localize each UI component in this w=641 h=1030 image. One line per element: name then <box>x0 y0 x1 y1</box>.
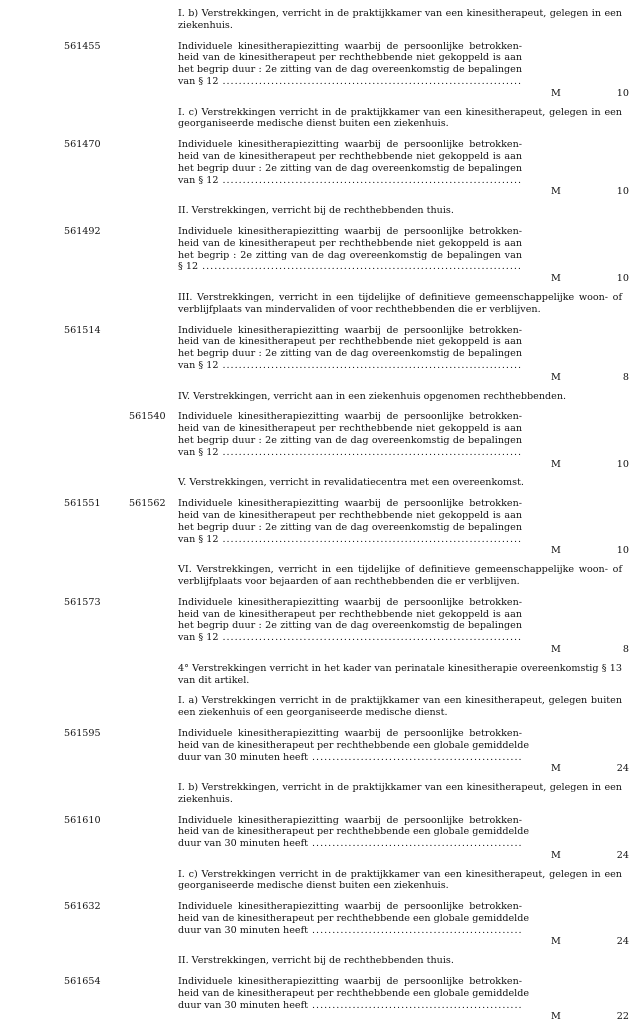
tariff-entry <box>0 597 641 656</box>
description-last-line <box>178 261 522 273</box>
key-letter: M <box>551 545 561 557</box>
coefficient: 22 <box>616 1011 629 1023</box>
leader-dots <box>222 76 522 88</box>
description-line: duur van 30 minuten heeft <box>178 751 308 763</box>
description-line: Individuele kinesitherapiezitting waarbij de persoonlijke betrokken- <box>178 727 522 739</box>
description-last-line <box>178 360 522 372</box>
nomenclature-code: 561595 <box>64 727 101 739</box>
leader-dots <box>222 534 522 546</box>
section-heading: I. a) Verstrekkingen verricht in de praktijkkamer van een kinesitherapeut, gelegen buiten een ziekenhuis of een georganiseerde medische dienst. <box>178 695 622 719</box>
description-line: heid van de kinesitherapeut per rechthebbende een globale gemiddelde <box>178 739 530 751</box>
description-line: het begrip duur : 2e zitting van de dag overeenkomstig de bepalingen <box>178 434 522 446</box>
section-heading: 4° Verstrekkingen verricht in het kader van perinatale kinesitherapie overeenkomstig § 13 van dit artikel. <box>178 662 622 686</box>
description-last-line <box>178 925 522 937</box>
nomenclature-code: 561610 <box>64 814 101 826</box>
section-heading: V. Verstrekkingen, verricht in revalidatiecentra met een overeenkomst. <box>178 477 524 489</box>
entry-description <box>178 139 522 186</box>
coefficient: 10 <box>616 87 629 99</box>
coefficient: 8 <box>622 371 629 383</box>
document-body <box>0 8 641 1030</box>
leader-dots <box>312 1000 522 1012</box>
tariff-entry <box>0 139 641 198</box>
description-line: heid van de kinesitherapeut per rechthebbende niet gekoppeld is aan <box>178 608 522 620</box>
section-heading: I. c) Verstrekkingen verricht in de praktijkkamer van een kinesitherapeut, gelegen in een georganiseerde medische dienst buiten een ziekenhuis. <box>178 106 622 130</box>
leader-dots <box>202 261 522 273</box>
description-line: Individuele kinesitherapiezitting waarbij de persoonlijke betrokken- <box>178 411 522 423</box>
coefficient: 10 <box>616 273 629 285</box>
description-line: het begrip duur : 2e zitting van de dag overeenkomstig de bepalingen <box>178 521 522 533</box>
section-heading: IV. Verstrekkingen, verricht aan in een ziekenhuis opgenomen rechthebbenden. <box>178 390 567 402</box>
description-line: heid van de kinesitherapeut per rechthebbende niet gekoppeld is aan <box>178 150 522 162</box>
key-letter: M <box>551 849 561 861</box>
description-line: heid van de kinesitherapeut per rechthebbende niet gekoppeld is aan <box>178 336 522 348</box>
description-last-line <box>178 838 522 850</box>
section-heading: II. Verstrekkingen, verricht bij de rechthebbenden thuis. <box>178 205 454 217</box>
description-last-line <box>178 534 522 546</box>
section-heading: I. c) Verstrekkingen verricht in de praktijkkamer van een kinesitherapeut, gelegen in een georganiseerde medische dienst buiten een ziekenhuis. <box>178 868 622 892</box>
description-line: van § 12 <box>178 174 219 186</box>
entry-description <box>178 814 530 850</box>
description-line: duur van 30 minuten heeft <box>178 999 308 1011</box>
section-heading: I. b) Verstrekkingen, verricht in de praktijkkamer van een kinesitherapeut, gelegen in een ziekenhuis. <box>178 781 622 805</box>
nomenclature-code: 561455 <box>64 40 101 52</box>
description-line: Individuele kinesitherapiezitting waarbij de persoonlijke betrokken- <box>178 901 522 913</box>
coefficient: 8 <box>622 643 629 655</box>
section-heading: III. Verstrekkingen, verricht in een tijdelijke of definitieve gemeenschappelijke woon- of verblijfplaats van mindervaliden of voor rechthebbenden die er verblijven. <box>178 291 622 315</box>
description-line: heid van de kinesitherapeut per rechthebbende niet gekoppeld is aan <box>178 423 522 435</box>
description-line: Individuele kinesitherapiezitting waarbij de persoonlijke betrokken- <box>178 975 522 987</box>
coefficient: 24 <box>616 763 629 775</box>
nomenclature-code: 561470 <box>64 139 101 151</box>
key-letter: M <box>551 273 561 285</box>
description-line: duur van 30 minuten heeft <box>178 838 308 850</box>
key-letter: M <box>551 763 561 775</box>
key-letter: M <box>551 186 561 198</box>
section-heading: VI. Verstrekkingen, verricht in een tijdelijke of definitieve gemeenschappelijke woon- of verblijfplaats voor bejaarden of aan rechthebbenden die er verblijven. <box>178 564 622 587</box>
description-line: Individuele kinesitherapiezitting waarbij de persoonlijke betrokken- <box>178 225 522 237</box>
description-line: heid van de kinesitherapeut per rechthebbende een globale gemiddelde <box>178 987 530 999</box>
leader-dots <box>222 447 522 459</box>
description-last-line <box>178 1000 522 1012</box>
nomenclature-code-secondary: 561562 <box>129 498 166 510</box>
description-last-line <box>178 632 522 644</box>
description-line: van § 12 <box>178 359 219 371</box>
entry-description <box>178 901 530 936</box>
tariff-entry <box>0 41 641 100</box>
entry-description <box>178 597 522 644</box>
key-letter: M <box>551 458 561 470</box>
tariff-entry <box>0 325 641 384</box>
description-line: heid van de kinesitherapeut per rechthebbende een globale gemiddelde <box>178 826 530 838</box>
description-line: het begrip duur : 2e zitting van de dag overeenkomstig de bepalingen <box>178 162 522 174</box>
description-line: het begrip duur : 2e zitting van de dag overeenkomstig de bepalingen <box>178 348 522 360</box>
description-line: Individuele kinesitherapiezitting waarbij de persoonlijke betrokken- <box>178 40 522 52</box>
description-line: heid van de kinesitherapeut per rechthebbende niet gekoppeld is aan <box>178 237 522 249</box>
key-letter: M <box>551 87 561 99</box>
leader-dots <box>222 175 522 187</box>
nomenclature-code: 561492 <box>64 225 101 237</box>
leader-dots <box>312 838 522 850</box>
key-letter: M <box>551 643 561 655</box>
leader-dots <box>222 632 522 644</box>
entry-description <box>178 727 530 763</box>
entry-description <box>178 226 522 273</box>
description-line: van § 12 <box>178 533 219 545</box>
tariff-entry <box>0 226 641 285</box>
description-line: van § 12 <box>178 446 219 458</box>
entry-description <box>178 411 522 458</box>
nomenclature-code: 561514 <box>64 324 101 336</box>
section-heading: I. b) Verstrekkingen, verricht in de praktijkkamer van een kinesitherapeut, gelegen in een ziekenhuis. <box>178 8 622 31</box>
description-line: van § 12 <box>178 632 219 644</box>
coefficient: 24 <box>616 936 629 948</box>
key-letter: M <box>551 936 561 948</box>
entry-description <box>178 498 522 545</box>
coefficient: 10 <box>616 186 629 198</box>
description-line: § 12 <box>178 261 199 273</box>
nomenclature-code-secondary: 561540 <box>129 411 166 423</box>
description-line: Individuele kinesitherapiezitting waarbij de persoonlijke betrokken- <box>178 139 522 151</box>
coefficient: 10 <box>616 458 629 470</box>
tariff-entry <box>0 901 641 948</box>
description-line: Individuele kinesitherapiezitting waarbij de persoonlijke betrokken- <box>178 814 522 826</box>
coefficient: 10 <box>616 545 629 557</box>
tariff-entry <box>0 411 641 470</box>
nomenclature-code: 561632 <box>64 901 101 913</box>
description-line: Individuele kinesitherapiezitting waarbij de persoonlijke betrokken- <box>178 596 522 608</box>
key-letter: M <box>551 371 561 383</box>
key-letter: M <box>551 1011 561 1023</box>
entry-description <box>178 325 522 372</box>
leader-dots <box>222 360 522 372</box>
description-last-line <box>178 752 522 764</box>
nomenclature-code: 561573 <box>64 596 101 608</box>
tariff-entry <box>0 976 641 1023</box>
section-heading: II. Verstrekkingen, verricht bij de rechthebbenden thuis. <box>178 955 454 967</box>
description-line: duur van 30 minuten heeft <box>178 924 308 936</box>
tariff-entry <box>0 728 641 775</box>
description-line: het begrip duur : 2e zitting van de dag overeenkomstig de bepalingen <box>178 64 522 76</box>
description-line: heid van de kinesitherapeut per rechthebbende een globale gemiddelde <box>178 912 530 924</box>
description-line: het begrip duur : 2e zitting van de dag overeenkomstig de bepalingen <box>178 620 522 632</box>
description-line: Individuele kinesitherapiezitting waarbij de persoonlijke betrokken- <box>178 498 522 510</box>
description-line: Individuele kinesitherapiezitting waarbij de persoonlijke betrokken- <box>178 324 522 336</box>
tariff-entry <box>0 498 641 557</box>
leader-dots <box>312 752 522 764</box>
entry-description <box>178 975 530 1011</box>
leader-dots <box>312 925 522 937</box>
description-last-line <box>178 76 522 88</box>
nomenclature-code: 561551 <box>64 498 101 510</box>
description-line: heid van de kinesitherapeut per rechthebbende niet gekoppeld is aan <box>178 509 522 521</box>
tariff-entry <box>0 815 641 862</box>
description-line: het begrip : 2e zitting van de dag overeenkomstig de bepalingen van <box>178 249 522 261</box>
entry-description <box>178 41 522 88</box>
description-last-line <box>178 175 522 187</box>
description-line: heid van de kinesitherapeut per rechthebbende niet gekoppeld is aan <box>178 52 522 64</box>
description-line: van § 12 <box>178 75 219 87</box>
description-last-line <box>178 447 522 459</box>
nomenclature-code: 561654 <box>64 975 101 987</box>
coefficient: 24 <box>616 849 629 861</box>
